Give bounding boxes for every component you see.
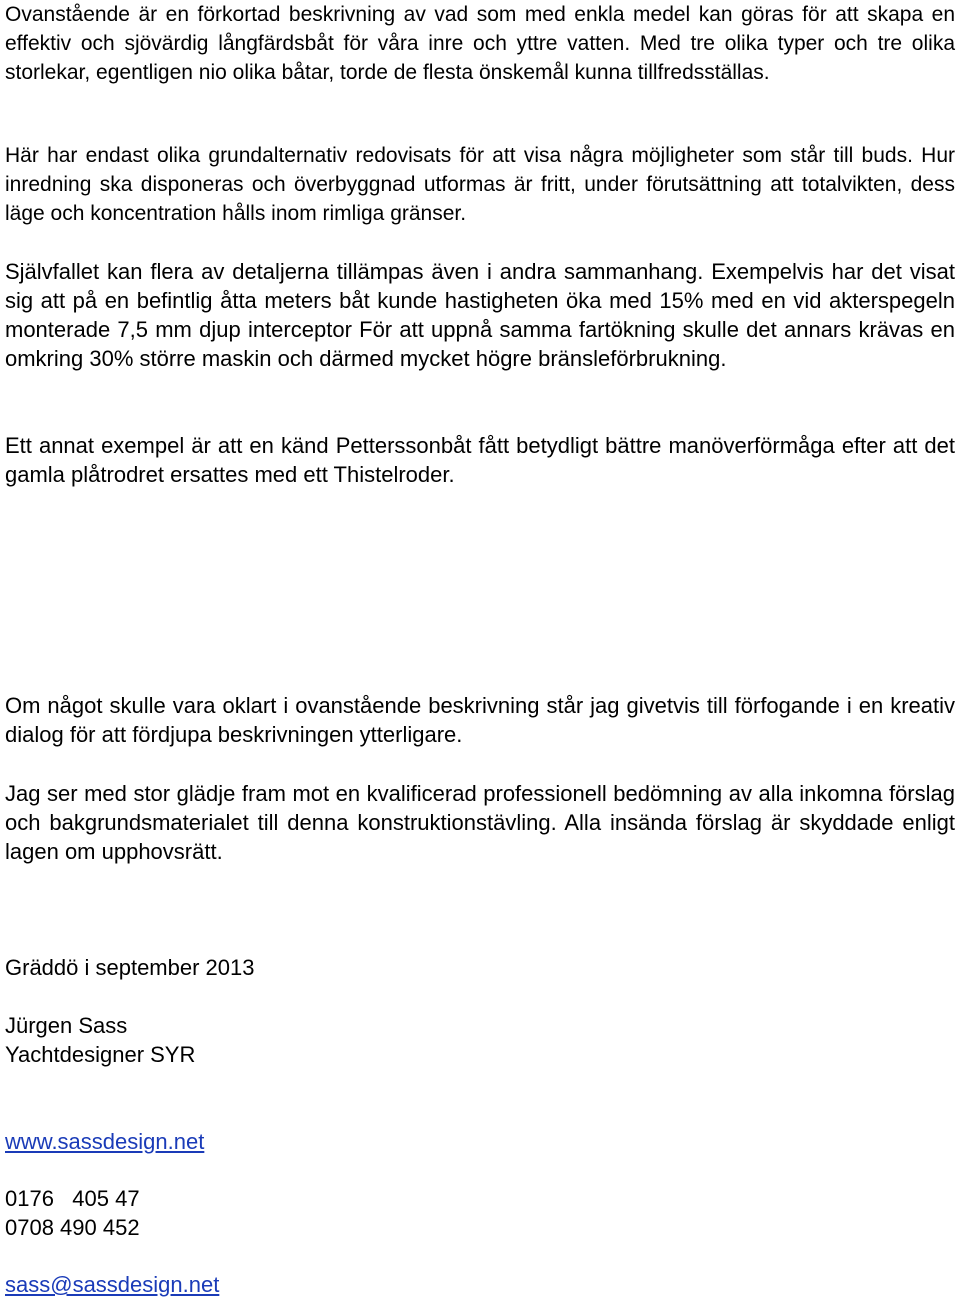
phone-number-1: 0176 405 47 — [5, 1186, 140, 1211]
paragraph-example: Ett annat exempel är att en känd Petterssonbåt fått betydligt bättre manöverförmåga efter att det gamla plåtrodret ersattes med ett Thistelroder. — [5, 433, 955, 487]
paragraph-summary: Ovanstående är en förkortad beskrivning av vad som med enkla medel kan göras för att skapa en effektiv och sjövärdig långfärdsbåt för våra inre och yttre vatten. Med tre olika typer och tre olika storlekar, egentligen nio olika båtar, torde de flesta önskemål kunna tillfredsställas. — [5, 3, 955, 84]
phone-number-2: 0708 490 452 — [5, 1215, 140, 1240]
paragraph-closing: Jag ser med stor glädje fram mot en kvalificerad professionell bedömning av alla inkomna förslag och bakgrundsmaterialet till denna konstruktionstävling. Alla insända förslag är skyddade enligt lagen om upphovsrätt. — [5, 781, 955, 864]
email-line — [5, 1270, 219, 1299]
place-date: Gräddö i september 2013 — [5, 955, 255, 980]
paragraph-contact-offer: Om något skulle vara oklart i ovanstående beskrivning står jag givetvis till förfogande i en kreativ dialog för att fördjupa beskrivningen ytterligare. — [5, 693, 955, 747]
paragraph-alternatives: Här har endast olika grundalternativ redovisats för att visa några möjligheter som står till buds. Hur inredning ska disponeras och överbyggnad utformas är fritt, under förutsättning att totalvikten, dess läge och koncentration hålls inom rimliga gränser. — [5, 144, 955, 225]
signature-title: Yachtdesigner SYR — [5, 1042, 196, 1067]
website-link[interactable]: www.sassdesign.net — [5, 1129, 205, 1154]
email-link[interactable]: sass@sassdesign.net — [5, 1272, 220, 1297]
website-line — [5, 1127, 204, 1156]
signature-name: Jürgen Sass — [5, 1013, 128, 1038]
paragraph-details: Självfallet kan flera av detaljerna tillämpas även i andra sammanhang. Exempelvis har det visat sig att på en befintlig åtta meters båt kunde hastigheten öka med 15% med en vid akterspegeln monterade 7,5 mm djup interceptor För att uppnå samma fartökning skulle det annars krävas en omkring 30% större maskin och därmed mycket högre bränsleförbrukning. — [5, 259, 955, 371]
